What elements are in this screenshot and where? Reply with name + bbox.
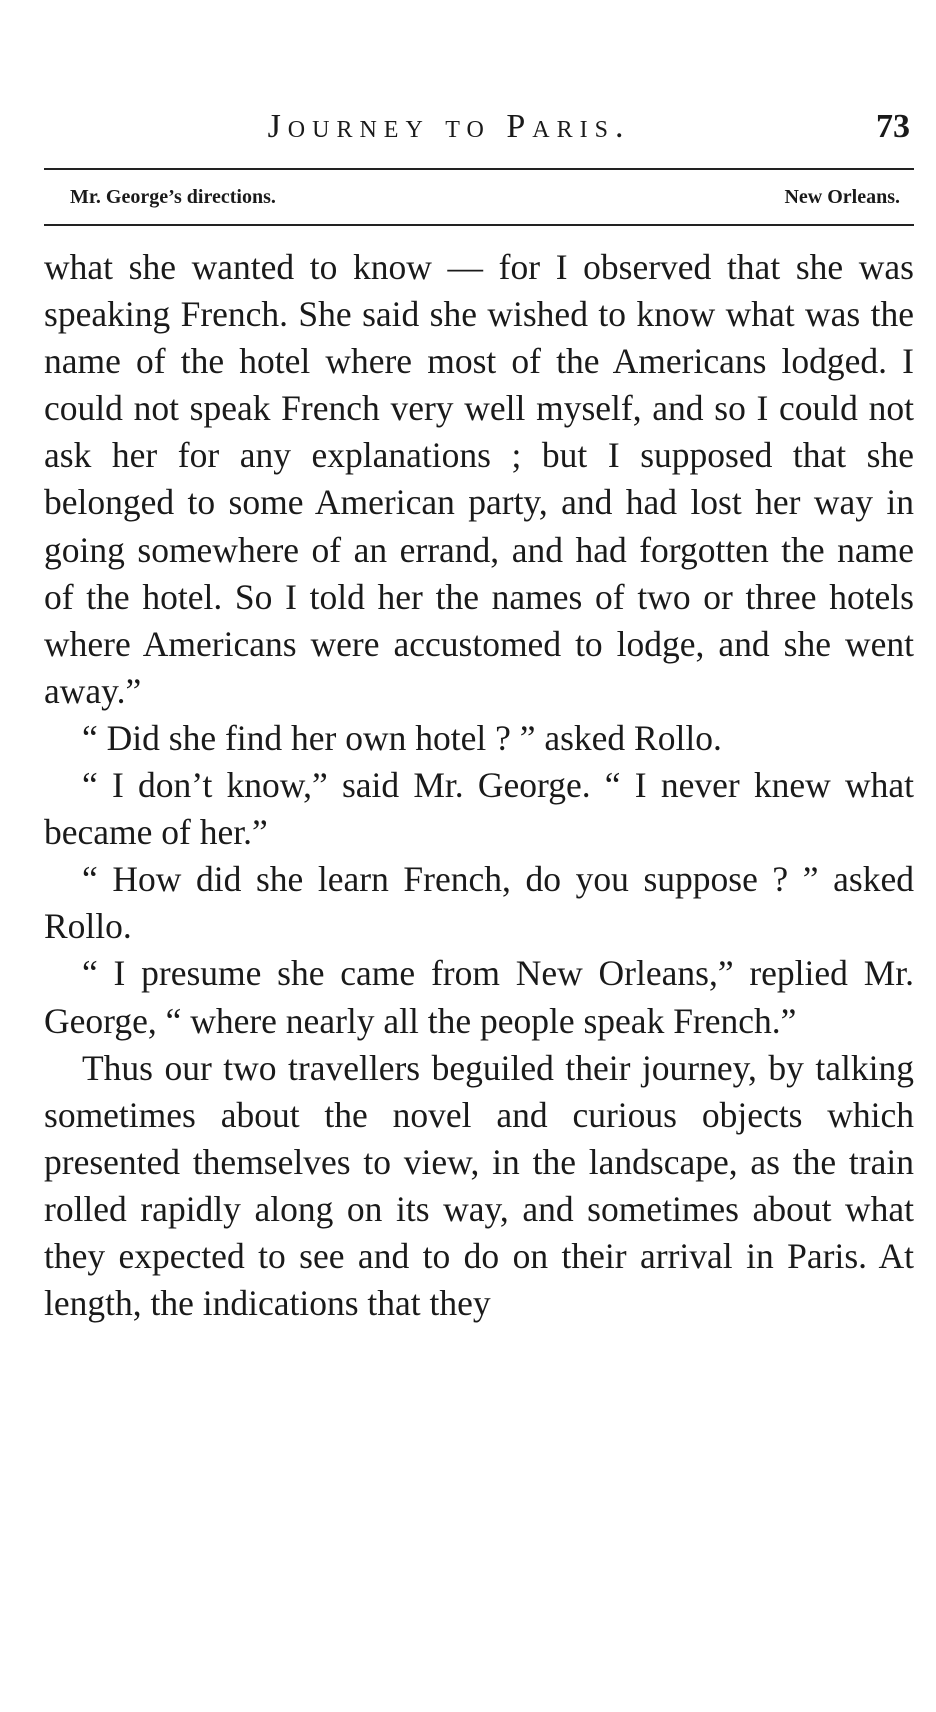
- paragraph: what she wanted to know — for I observed that she was speaking French. She said she wished to know what was the name of the hotel where most of the Americans lodged. I could not speak French very well myself, and so I could not ask her for any explanations ; but I supposed that she belonged to some American party, and had lost her way in going somewhere of an errand, and had forgotten the name of the hotel. So I told her the names of two or three hotels where Americans were accustomed to lodge, and she went away.”: [44, 247, 914, 711]
- page-number: 73: [876, 108, 910, 145]
- paragraph: “ I presume she came from New Orleans,” replied Mr. George, “ where nearly all the people speak French.”: [44, 953, 914, 1041]
- running-title: Journey to Paris.: [267, 108, 631, 145]
- paragraph: “ I don’t know,” said Mr. George. “ I never knew what became of her.”: [44, 765, 914, 853]
- body-text: [44, 244, 914, 1327]
- header-rule-bottom: [44, 224, 914, 226]
- section-left-label: Mr. George’s directions.: [70, 186, 276, 208]
- section-subhead: [70, 180, 900, 214]
- paragraph: “ Did she find her own hotel ? ” asked Rollo.: [82, 717, 722, 758]
- running-head: [44, 104, 914, 150]
- section-right-label: New Orleans.: [784, 186, 900, 208]
- header-rule-top: [44, 168, 914, 170]
- paragraph: “ How did she learn French, do you suppose ? ” asked Rollo.: [44, 859, 914, 947]
- paragraph: Thus our two travellers beguiled their journey, by talking sometimes about the novel and curious objects which presented themselves to view, in the landscape, as the train rolled rapidly along on its way, and sometimes about what they expected to see and to do on their arrival in Paris. At length, the indications that they: [44, 1047, 914, 1324]
